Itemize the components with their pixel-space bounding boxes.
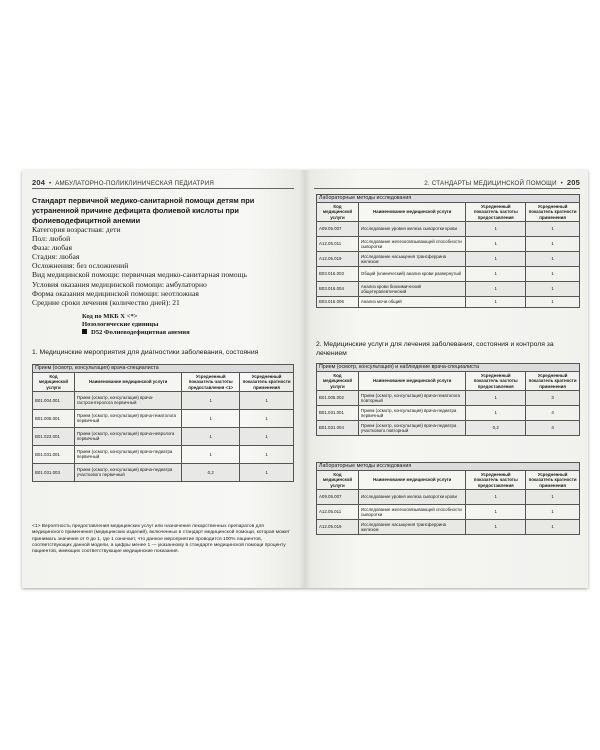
table-row [317,504,580,519]
table-header-row [33,373,294,392]
header-code: Код медицинской услуги [317,471,359,490]
table-caption-row [33,365,294,373]
left-header-rule [32,188,294,189]
header-frequency: Усредненный показатель частоты предоставления [466,203,526,222]
right-running-title: 2. СТАНДАРТЫ МЕДИЦИНСКОЙ ПОМОЩИ [424,180,557,187]
table-row [317,281,580,296]
left-page [22,170,302,588]
cell-multiplicity: 3 [526,390,580,405]
cell-code: A09.05.007 [317,221,359,236]
cell-frequency: 1 [182,409,240,427]
table-row [317,405,580,420]
left-page-number: 204 [32,178,46,187]
cell-name: Прием (осмотр, консультация) врача-гематолога повторный [358,390,465,405]
header-frequency: Усредненный показатель частоты предоставления [466,471,526,490]
cell-name: Прием (осмотр, консультация) врача-гастроэнтеролога первичный [74,391,181,409]
cell-name: Прием (осмотр, консультация) врача-педиатра первичный [358,405,465,420]
table-caption: Прием (осмотр, консультация) врача-специалиста [33,365,294,373]
cell-multiplicity: 1 [526,221,580,236]
section2-heading: 2. Медицинские услуги для лечения заболевания, состояния и контроля за лечением [316,341,554,357]
cell-name: Исследование железосвязывающей способности сыворотки [358,236,465,251]
mkb-block [82,313,190,338]
cell-frequency: 0,2 [466,420,526,435]
cell-name: Прием (осмотр, консультация) врача-невролога первичный [74,427,181,445]
table-caption-row [317,463,580,471]
table-row [317,519,580,534]
cell-name: Исследование железосвязывающей способности сыворотки [358,504,465,519]
header-name: Наименование медицинской услуги [74,373,181,392]
table-caption: Прием (осмотр, консультация) и наблюдение врача-специалиста [317,364,580,372]
cell-frequency: 1 [466,281,526,296]
right-header-rule [314,188,580,189]
cell-name: Исследование уровня железа сыворотки крови [358,221,465,236]
table-row [317,236,580,251]
table-row [317,420,580,435]
treatment-consult-table [316,363,580,436]
header-name: Наименование медицинской услуги [358,203,465,222]
table-row [33,463,294,481]
cell-name: Анализ мочи общий [358,296,465,307]
cell-frequency: 1 [466,236,526,251]
right-running-head [424,178,580,187]
mkb-code: Код по МКБ X <*> [82,313,138,320]
cell-code: B03.016.003 [317,266,359,281]
cell-multiplicity: 1 [526,251,580,266]
cell-multiplicity: 1 [526,281,580,296]
footnote-text: <1> Вероятность предоставления медицинских услуг или назначения лекарственных препаратов для медицинского применения (медицинских изделий), включенных в стандарт медицинской помощи, которая может принимать значения от 0 до 1, где 1 означает, что данное мероприятие проводится 100% пациентов, соответствующих данной модели, а цифры менее 1 — указанному в стандарте медицинской помощи проценту пациентов, имеющих соответствующие медицинские показания. [32,524,290,555]
table-row [317,390,580,405]
cell-multiplicity: 1 [240,391,294,409]
mkb-nosology: Нозологические единицы [82,321,159,329]
cell-frequency: 1 [182,427,240,445]
cell-multiplicity: 1 [526,236,580,251]
mkb-item-text: D52 Фолиеводефицитная анемия [91,329,190,337]
header-code: Код медицинской услуги [317,372,359,391]
cell-code: B01.031.001 [33,445,75,463]
table-row [317,251,580,266]
footnote [32,524,294,555]
cell-multiplicity: 1 [240,463,294,481]
cell-code: B01.031.003 [33,463,75,481]
table-caption-row [317,364,580,372]
table-caption-row [317,195,580,203]
header-name: Наименование медицинской услуги [358,372,465,391]
cell-code: A12.05.011 [317,236,359,251]
table-header-row [317,372,580,391]
meta-line: Форма оказания медицинской помощи: неотложная [32,288,199,298]
cell-multiplicity: 4 [526,405,580,420]
cell-multiplicity: 1 [240,409,294,427]
cell-code: B01.023.001 [33,427,75,445]
meta-line: Условия оказания медицинской помощи: амбулаторно [32,279,207,289]
meta-line: Фаза: любая [32,243,72,253]
cell-name: Прием (осмотр, консультация) врача-педиатра участкового повторный [358,420,465,435]
section1-heading: 1. Медицинские мероприятия для диагностики заболевания, состояния [32,349,259,356]
cell-code: B01.031.004 [317,420,359,435]
cell-name: Исследование уровня железа сыворотки крови [358,489,465,504]
header-multiplicity: Усредненный показатель кратности применения [526,203,580,222]
header-frequency: Усредненный показатель частоты предоставления <1> [182,373,240,392]
cell-multiplicity: 1 [526,296,580,307]
header-name: Наименование медицинской услуги [358,471,465,490]
cell-code: B01.005.002 [317,390,359,405]
table-row [33,427,294,445]
header-multiplicity: Усредненный показатель кратности применения [240,373,294,392]
meta-line: Стадия: любая [32,252,80,262]
cell-name: Исследование насыщения трансферрина железом [358,519,465,534]
cell-code: B01.004.001 [33,391,75,409]
cell-code: A09.05.007 [317,489,359,504]
cell-name: Прием (осмотр, консультация) врача-педиатра первичный [74,445,181,463]
square-bullet-icon [82,329,87,334]
left-running-title: АМБУЛАТОРНО-ПОЛИКЛИНИЧЕСКАЯ ПЕДИАТРИЯ [55,180,215,187]
cell-frequency: 1 [466,296,526,307]
cell-name: Анализ крови биохимический общетерапевтический [358,281,465,296]
table-row [33,445,294,463]
table-caption: Лабораторные методы исследования [317,463,580,471]
cell-frequency: 1 [466,251,526,266]
cell-name: Прием (осмотр, консультация) врача-гематолога первичный [74,409,181,427]
standard-meta [32,225,294,307]
cell-code: A12.05.019 [317,519,359,534]
cell-multiplicity: 1 [240,427,294,445]
cell-code: A12.05.011 [317,504,359,519]
lab-table-treatment [316,462,580,535]
table-row [317,221,580,236]
cell-code: B03.016.004 [317,281,359,296]
right-page-number: 205 [566,178,580,187]
cell-code: B01.005.001 [33,409,75,427]
cell-frequency: 1 [466,519,526,534]
book-spread [22,170,588,588]
table-caption: Лабораторные методы исследования [317,195,580,203]
cell-multiplicity: 1 [526,489,580,504]
right-page [308,170,588,588]
cell-frequency: 1 [182,445,240,463]
cell-code: B03.016.006 [317,296,359,307]
cell-frequency: 1 [466,390,526,405]
header-code: Код медицинской услуги [33,373,75,392]
meta-line: Вид медицинской помощи: первичная медико-санитарная помощь [32,270,247,280]
bullet-icon: • [47,180,54,187]
table-row [317,296,580,307]
cell-frequency: 1 [182,391,240,409]
cell-multiplicity: 1 [526,266,580,281]
lab-table-diagnostics [316,194,580,308]
cell-multiplicity: 1 [240,445,294,463]
header-multiplicity: Усредненный показатель кратности применения [526,471,580,490]
cell-frequency: 0,2 [182,463,240,481]
cell-name: Прием (осмотр, консультация) врача-педиатра участкового первичный [74,463,181,481]
header-multiplicity: Усредненный показатель кратности применения [526,372,580,391]
cell-frequency: 1 [466,266,526,281]
table-row [317,489,580,504]
meta-line: Пол: любой [32,234,71,244]
table-row [33,391,294,409]
bullet-icon: • [558,180,565,187]
diagnostics-table [32,364,294,482]
standard-title: Стандарт первичной медико-санитарной помощи детям при устраненной причине дефицита фолиевой кислоты при фолиеводефицитной анемии [32,196,255,225]
table-header-row [317,471,580,490]
cell-multiplicity: 1 [526,519,580,534]
table-row [317,266,580,281]
table-header-row [317,203,580,222]
table-row [33,409,294,427]
cell-frequency: 1 [466,504,526,519]
meta-line: Категория возрастная: дети [32,225,121,234]
cell-multiplicity: 4 [526,420,580,435]
meta-line: Средние сроки лечения (количество дней): 21 [32,297,180,307]
meta-line: Осложнения: без осложнений [32,261,129,271]
left-running-head [32,178,214,187]
cell-multiplicity: 1 [526,504,580,519]
cell-frequency: 1 [466,405,526,420]
header-code: Код медицинской услуги [317,203,359,222]
cell-code: A12.05.019 [317,251,359,266]
mkb-item [82,329,190,337]
cell-name: Исследование насыщения трансферрина железом [358,251,465,266]
cell-frequency: 1 [466,489,526,504]
cell-frequency: 1 [466,221,526,236]
cell-code: B01.031.001 [317,405,359,420]
cell-name: Общий (клинический) анализ крови развернутый [358,266,465,281]
header-frequency: Усредненный показатель частоты предоставления [466,372,526,391]
